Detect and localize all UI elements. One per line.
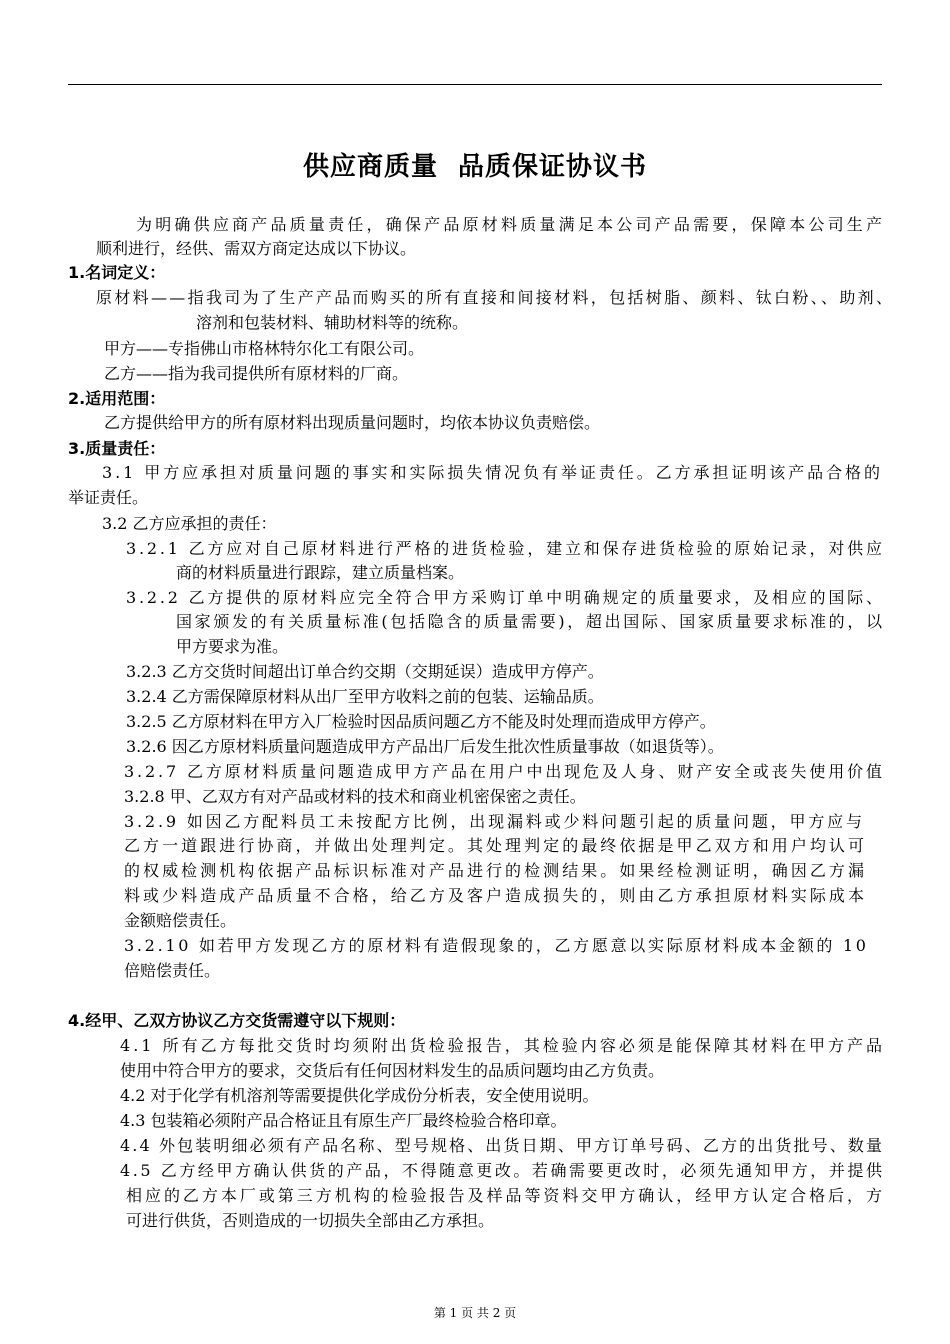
clause-line: 3.2.3 乙方交货时间超出订单合约交期（交期延误）造成甲方停产。	[126, 662, 604, 681]
rule-line: 4.3 包装箱必须附产品合格证且有原生产厂最终检验合格印章。	[120, 1111, 567, 1130]
clause-line: 3.2.6 因乙方原材料质量问题造成甲方产品出厂后发生批次性质量事故（如退货等）。	[126, 737, 724, 756]
rule-line: 4.2 对于化学有机溶剂等需要提供化学成份分析表，安全使用说明。	[120, 1086, 599, 1105]
clause-line: 3.2.10 如若甲方发现乙方的原材料有造假现象的，乙方愿意以实际原材料成本金额的 10	[124, 936, 869, 955]
clause-line: 3.2 乙方应承担的责任：	[102, 514, 277, 533]
clause-line: 国家颁发的有关质量标准(包括隐含的质量需要)，超出国际、国家质量要求标准的，以	[176, 612, 885, 631]
clause-line: 3.2.7 乙方原材料质量问题造成甲方产品在用户中出现危及人身、财产安全或丧失使用价值	[124, 762, 885, 781]
definition-line: 乙方——指为我司提供所有原材料的厂商。	[104, 364, 409, 383]
rule-line: 4.1 所有乙方每批交货时均须附出货检验报告，其检验内容必须是能保障其材料在甲方产品	[120, 1036, 885, 1055]
definition-line: 溶剂和包装材料、辅助材料等的统称。	[196, 313, 469, 332]
clause-line: 3.2.4 乙方需保障原材料从出厂至甲方收料之前的包装、运输品质。	[126, 687, 604, 706]
clause-line: 3.2.8 甲、乙双方有对产品或材料的技术和商业机密保密之责任。	[124, 787, 586, 806]
clause-line: 倍赔偿责任。	[124, 961, 221, 980]
rule-line: 使用中符合甲方的要求，交货后有任何因材料发生的品质问题均由乙方负责。	[120, 1061, 665, 1080]
clause-line: 3.2.9 如因乙方配料员工未按配方比例，出现漏料或少料问题引起的质量问题，甲方应与	[124, 812, 865, 831]
rule-line: 4.4 外包装明细必须有产品名称、型号规格、出货日期、甲方订单号码、乙方的出货批号、数量	[120, 1136, 885, 1155]
definition-line: 甲方——专指佛山市格林特尔化工有限公司。	[104, 339, 425, 358]
clause-line: 3.2.1 乙方应对自己原材料进行严格的进货检验，建立和保存进货检验的原始记录，对供应	[126, 539, 885, 558]
section-heading: 3.质量责任：	[68, 439, 166, 458]
clause-line: 的权威检测机构依据产品标识标准对产品进行的检测结果。如果经检测证明，确因乙方漏	[124, 861, 868, 880]
rule-line: 4.5 乙方经甲方确认供货的产品，不得随意更改。若确需要更改时，必须先通知甲方，并提供	[120, 1161, 885, 1180]
clause-line: 料或少料造成产品质量不合格，给乙方及客户造成损失的，则由乙方承担原材料实际成本	[124, 886, 868, 905]
rule-line: 相应的乙方本厂或第三方机构的检验报告及样品等资料交甲方确认，经甲方认定合格后，方	[126, 1186, 885, 1205]
section-heading: 4.经甲、乙双方协议乙方交货需遵守以下规则：	[68, 1011, 406, 1030]
definition-line: 原材料——指我司为了生产产品而购买的所有直接和间接材料，包括树脂、颜料、钛白粉、、助剂、	[96, 288, 895, 307]
clause-line: 3.2.5 乙方原材料在甲方入厂检验时因品质问题乙方不能及时处理而造成甲方停产。	[126, 712, 716, 731]
clause-line: 甲方要求为准。	[176, 637, 289, 656]
clause-line: 举证责任。	[68, 488, 149, 507]
intro-line: 顺利进行，经供、需双方商定达成以下协议。	[96, 239, 417, 258]
page-number: 第 1 页 共 2 页	[433, 1306, 517, 1320]
scope-line: 乙方提供给甲方的所有原材料出现质量问题时，均依本协议负责赔偿。	[104, 413, 601, 432]
clause-line: 3.1 甲方应承担对质量问题的事实和实际损失情况负有举证责任。乙方承担证明该产品合格的	[102, 463, 883, 482]
clause-line: 商的材料质量进行跟踪，建立质量档案。	[176, 563, 465, 582]
rule-line: 可进行供货，否则造成的一切损失全部由乙方承担。	[126, 1211, 495, 1230]
clause-line: 乙方一道跟进行协商，并做出处理判定。其处理判定的最终依据是甲乙双方和用户均认可	[124, 836, 868, 855]
clause-line: 金额赔偿责任。	[124, 911, 237, 930]
document-title: 供应商质量 品质保证协议书	[302, 152, 648, 182]
clause-line: 3.2.2 乙方提供的原材料应完全符合甲方采购订单中明确规定的质量要求，及相应的国际、	[126, 588, 885, 607]
header-rule	[68, 84, 882, 85]
intro-line: 为明确供应商产品质量责任，确保产品原材料质量满足本公司产品需要，保障本公司生产	[136, 215, 886, 234]
section-heading: 1.名词定义：	[68, 263, 166, 282]
section-heading: 2.适用范围：	[68, 389, 166, 408]
